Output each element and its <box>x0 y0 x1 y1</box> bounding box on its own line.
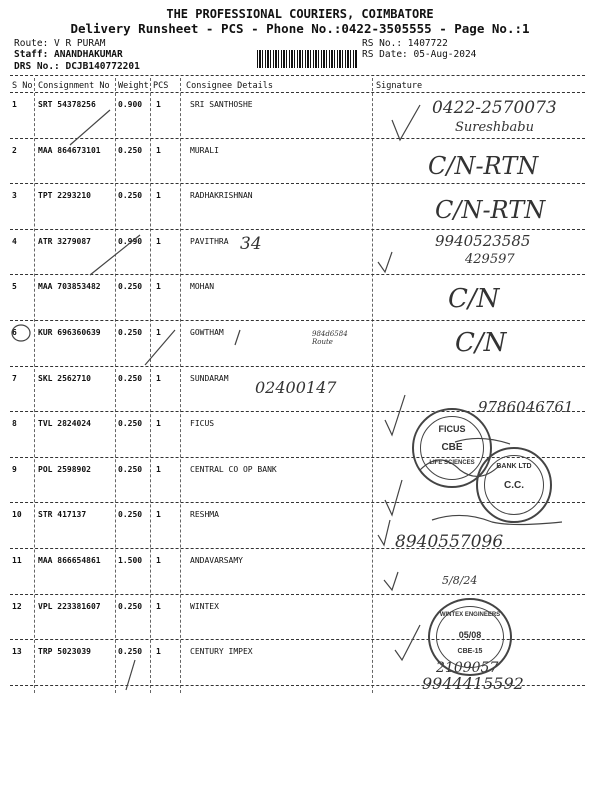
row-pcs: 1 <box>156 419 161 429</box>
row-consignment: MAA 703853482 <box>38 282 101 292</box>
ficus-company-stamp: FICUS CBE LIFE SCIENCES <box>412 408 492 488</box>
row-consignment: ATR 3279087 <box>38 236 91 246</box>
row-consignment: KUR 696360639 <box>38 328 101 337</box>
row-pcs: 1 <box>156 647 161 657</box>
row-consignment: POL 2598902 <box>38 464 91 474</box>
row5-handwriting: C/N <box>448 284 500 314</box>
row-consignment: TRP 5023039 <box>38 647 91 657</box>
row-sno: 4 <box>12 236 17 246</box>
row-pcs: 1 <box>156 601 161 611</box>
rs-number: RS No.: 1407722 <box>362 38 448 49</box>
row-sno: 7 <box>12 373 17 383</box>
row-sno: 5 <box>12 282 17 292</box>
row-consignee: RADHAKRISHNAN <box>190 191 253 201</box>
row-consignee: WINTEX <box>190 601 219 611</box>
row-pcs: 1 <box>156 556 161 565</box>
sno-circle-mark <box>12 325 30 341</box>
row-consignee: CENTRAL CO OP BANK <box>190 464 277 474</box>
row-weight: 0.250 <box>118 145 143 155</box>
row13-phone-handwriting: 9944415592 <box>422 674 524 693</box>
row-sno: 1 <box>12 100 17 109</box>
row-weight: 0.250 <box>118 464 143 474</box>
row-pcs: 1 <box>156 100 161 109</box>
drs-number: DRS No.: DCJB140772201 <box>14 61 140 72</box>
col-header-consignee: Consignee Details <box>186 81 273 91</box>
row-pcs: 1 <box>156 145 161 155</box>
row4-number-handwriting: 34 <box>240 234 262 254</box>
row-consignment: SKL 2562710 <box>38 373 91 383</box>
row-consignment: MAA 866654861 <box>38 556 101 565</box>
row11-date-handwriting: 5/8/24 <box>442 574 478 587</box>
row-pcs: 1 <box>156 328 161 337</box>
row-weight: 0.250 <box>118 510 143 520</box>
row-sno: 12 <box>12 601 22 611</box>
rs-date: RS Date: 05-Aug-2024 <box>362 49 477 60</box>
wintex-stamp: WINTEX ENGINEERS 05/08 CBE-15 <box>428 598 512 676</box>
col-header-signature: Signature <box>376 81 423 91</box>
row-weight: 0.900 <box>118 100 143 109</box>
tick-mark <box>378 520 390 545</box>
tick-mark <box>70 110 110 145</box>
row6-handwriting: C/N <box>455 328 507 358</box>
route-label: Route: V R PURAM <box>14 38 106 49</box>
row-sno: 10 <box>12 510 22 520</box>
row-weight: 0.250 <box>118 601 143 611</box>
tick-mark <box>378 252 392 272</box>
row-weight: 0.250 <box>118 282 143 292</box>
row-consignee: FICUS <box>190 419 215 429</box>
row-consignee: RESHMA <box>190 510 219 520</box>
row-consignment: MAA 864673101 <box>38 145 101 155</box>
col-header-weight: Weight <box>118 81 149 91</box>
row-consignment: TVL 2824024 <box>38 419 91 429</box>
row-consignee: PAVITHRA <box>190 236 229 246</box>
staff-label: Staff: ANANDHAKUMAR <box>14 49 123 60</box>
row-pcs: 1 <box>156 373 161 383</box>
row-pcs: 1 <box>156 510 161 520</box>
row-weight: 0.250 <box>118 647 143 657</box>
row7-phone-handwriting: 9786046761 <box>478 398 574 416</box>
tick-mark <box>395 625 420 660</box>
row-consignee: SUNDARAM <box>190 373 229 383</box>
row-sno: 3 <box>12 191 17 201</box>
row-consignment: TPT 2293210 <box>38 191 91 201</box>
company-title: THE PROFESSIONAL COURIERS, COIMBATORE <box>166 7 434 21</box>
tick-mark <box>145 330 175 365</box>
row-consignee: MURALI <box>190 145 219 155</box>
row-weight: 0.250 <box>118 419 143 429</box>
row-consignment: SRT 54378256 <box>38 100 96 109</box>
row1-name-handwriting: Sureshbabu <box>455 120 534 135</box>
tick-mark <box>385 395 405 435</box>
row-sno: 13 <box>12 647 22 657</box>
tick-mark <box>126 660 135 690</box>
row-pcs: 1 <box>156 191 161 201</box>
row-weight: 1.500 <box>118 556 143 565</box>
tick-mark <box>235 330 240 345</box>
row13-number-handwriting: 2109057 <box>436 660 499 676</box>
col-header-pcs: PCS <box>153 81 169 91</box>
row-weight: 0.990 <box>118 236 143 246</box>
row-consignment: STR 417137 <box>38 510 87 520</box>
row3-handwriting: C/N-RTN <box>435 196 546 224</box>
row-pcs: 1 <box>156 236 161 246</box>
bank-stamp: BANK LTD C.C. <box>476 447 552 523</box>
row-consignee: MOHAN <box>190 282 215 292</box>
row10-phone-handwriting: 8940557096 <box>395 532 504 552</box>
row-weight: 0.250 <box>118 191 143 201</box>
runsheet-subtitle: Delivery Runsheet - PCS - Phone No.:0422-3505555 - Page No.:1 <box>70 21 530 36</box>
row-consignee: CENTURY IMPEX <box>190 647 253 657</box>
row-sno: 2 <box>12 145 17 155</box>
row-sno: 8 <box>12 419 17 429</box>
row-sno: 9 <box>12 464 17 474</box>
row-consignee: SRI SANTHOSHE <box>190 100 253 109</box>
row4-extra-handwriting: 429597 <box>465 252 515 267</box>
row-sno: 11 <box>12 556 22 565</box>
row-consignee: GOWTHAM <box>190 328 224 337</box>
row-consignee: ANDAVARSAMY <box>190 556 243 565</box>
row-pcs: 1 <box>156 282 161 292</box>
row-pcs: 1 <box>156 464 161 474</box>
row4-phone-handwriting: 9940523585 <box>435 232 531 250</box>
tick-mark <box>90 235 143 275</box>
col-header-sno: S No <box>12 81 33 91</box>
row7-note-handwriting: 02400147 <box>255 378 337 397</box>
tick-mark <box>384 572 398 590</box>
row-sno: 6 <box>12 328 17 337</box>
row2-handwriting: C/N-RTN <box>428 152 539 180</box>
row-weight: 0.250 <box>118 328 143 337</box>
row1-phone-handwriting: 0422-2570073 <box>432 98 557 118</box>
tick-mark <box>385 480 402 515</box>
row-consignment: VPL 223381607 <box>38 601 101 611</box>
tick-mark <box>392 105 420 140</box>
row-weight: 0.250 <box>118 373 143 383</box>
row6-note-handwriting: 984d6584 Route <box>312 330 348 346</box>
col-header-consignment: Consignment No <box>38 81 110 91</box>
